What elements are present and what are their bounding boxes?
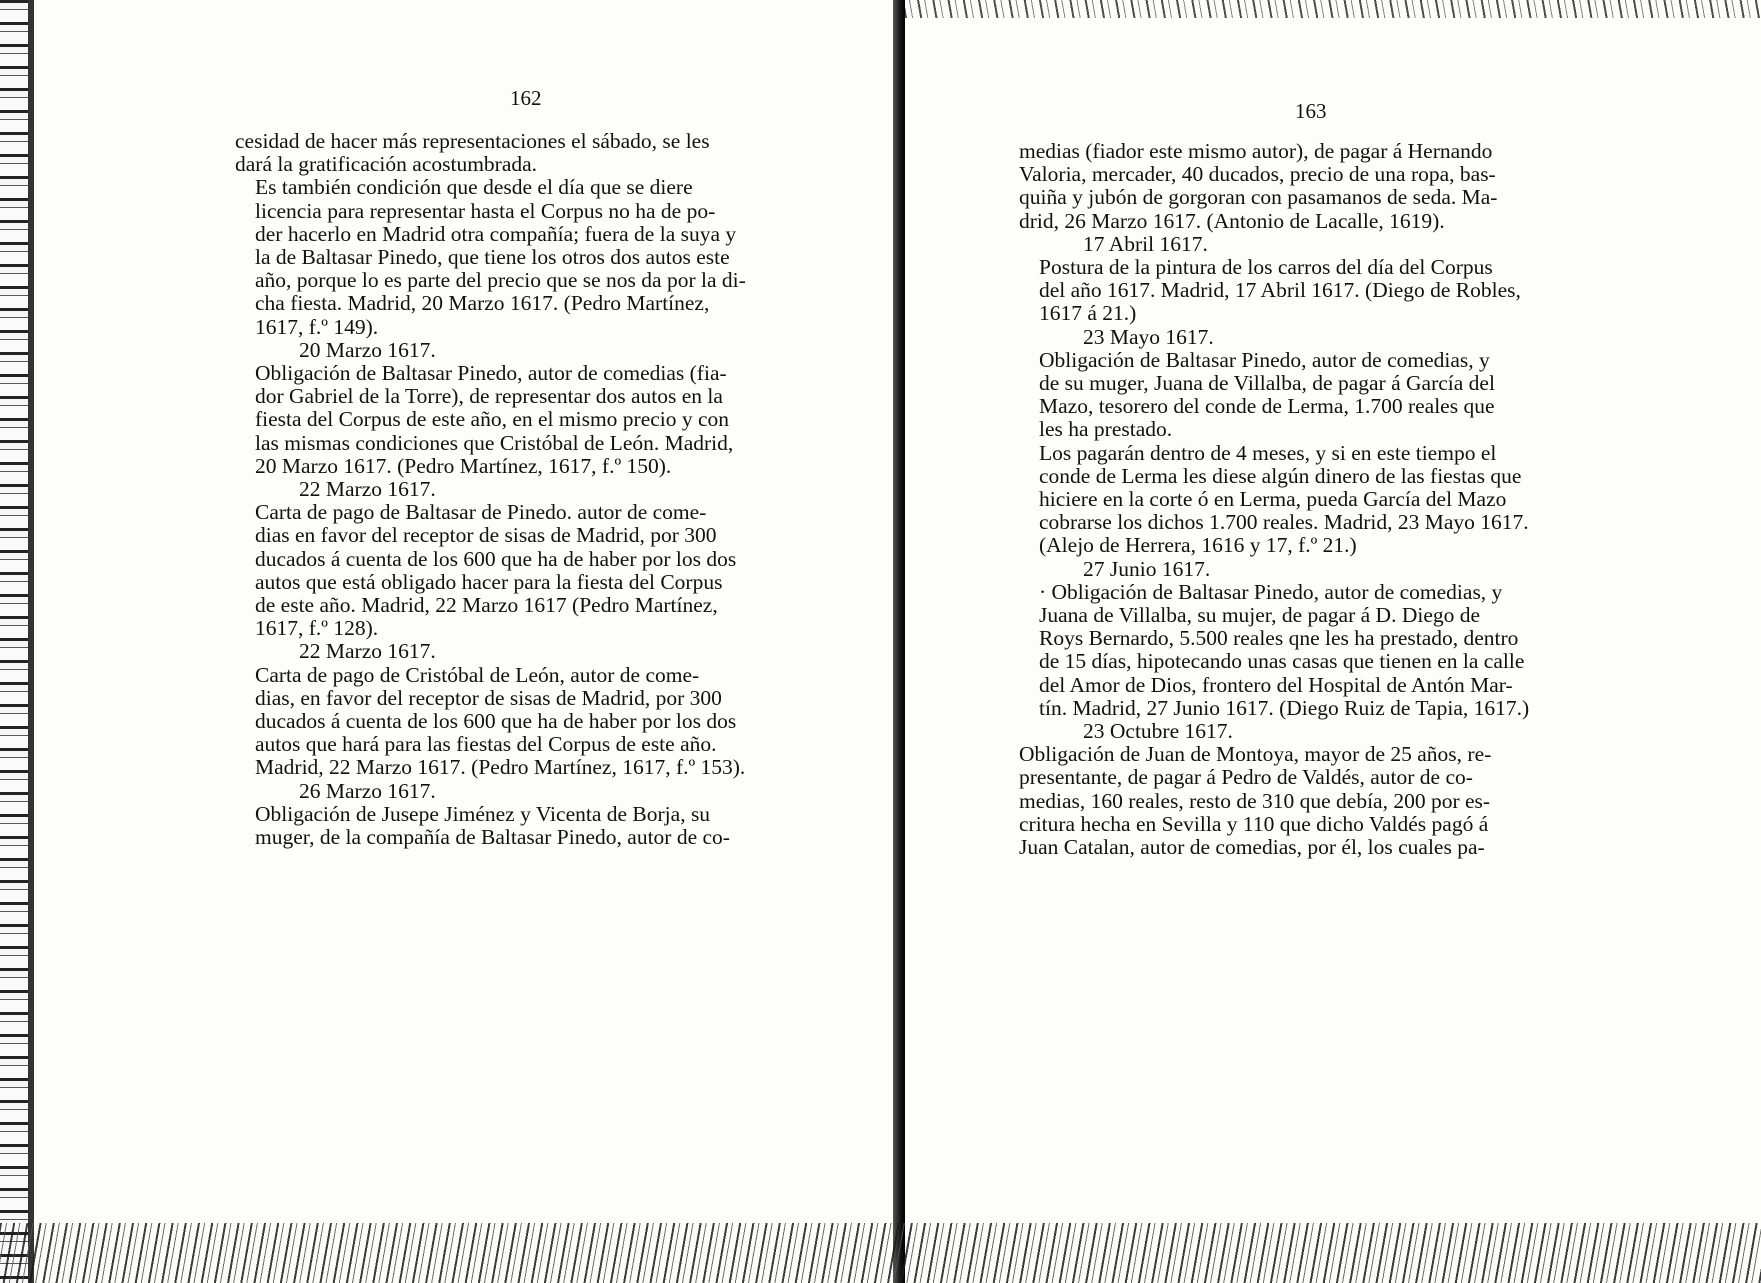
text-line: del Amor de Dios, frontero del Hospital de Antón Mar- xyxy=(1039,672,1513,697)
paragraph xyxy=(235,176,810,338)
text-line: fiesta del Corpus de este año, en el mismo precio y con xyxy=(255,407,730,432)
text-line: Juan Catalan, autor de comedias, por él, los cuales pa- xyxy=(1019,835,1485,860)
text-line: · Obligación de Baltasar Pinedo, autor de comedias, y xyxy=(1039,579,1503,604)
page-edge-shadow xyxy=(28,0,34,1283)
entry-date: 23 Mayo 1617. xyxy=(1083,324,1214,349)
paragraph xyxy=(235,130,810,176)
paragraph xyxy=(1019,140,1631,233)
page-number-right: 163 xyxy=(1295,99,1327,123)
text-line: Obligación de Jusepe Jiménez y Vicenta de Borja, su xyxy=(255,801,711,826)
text-line: muger, de la compañía de Baltasar Pinedo, autor de co- xyxy=(255,825,730,850)
page-number-left: 162 xyxy=(510,86,542,110)
text-line: licencia para representar hasta el Corpus no ha de po- xyxy=(255,198,716,223)
paragraph xyxy=(1019,581,1631,720)
paragraph xyxy=(235,362,810,478)
text-line: quiña y jubón de gorgoran con pasamanos de seda. Ma- xyxy=(1019,185,1498,210)
text-line: Juana de Villalba, su mujer, de pagar á D. Diego de xyxy=(1039,603,1481,628)
paragraph xyxy=(1019,349,1631,442)
text-line: ducados á cuenta de los 600 que ha de haber por los dos xyxy=(255,546,737,571)
scan-noise-top xyxy=(905,0,1761,18)
right-page-text xyxy=(1019,140,1631,859)
entry-date: 27 Junio 1617. xyxy=(1083,556,1211,581)
entry-date: 22 Marzo 1617. xyxy=(299,639,436,664)
text-line: medias (fiador este mismo autor), de pagar á Hernando xyxy=(1019,139,1493,163)
entry-date: 20 Marzo 1617. xyxy=(299,337,436,362)
page-edge-decoration xyxy=(0,0,28,1283)
paragraph xyxy=(1019,256,1631,326)
text-line: dias, en favor del receptor de sisas de Madrid, por 300 xyxy=(255,685,722,710)
text-line: las mismas condiciones que Cristóbal de León. Madrid, xyxy=(255,430,734,455)
text-line: cha fiesta. Madrid, 20 Marzo 1617. (Pedro Martínez, xyxy=(255,291,710,316)
text-line: Los pagarán dentro de 4 meses, y si en este tiempo el xyxy=(1039,440,1497,465)
text-line: Mazo, tesorero del conde de Lerma, 1.700 reales que xyxy=(1039,394,1495,419)
text-line: 1617 á 21.) xyxy=(1039,301,1137,326)
text-line: dará la gratificación acostumbrada. xyxy=(235,152,538,177)
paragraph xyxy=(1019,442,1631,558)
text-line: cesidad de hacer más representaciones el sábado, se les xyxy=(235,129,710,153)
text-line: medias, 160 reales, resto de 310 que debía, 200 por es- xyxy=(1019,788,1491,813)
text-line: Madrid, 22 Marzo 1617. (Pedro Martínez, 1617, f.º 153). xyxy=(255,755,746,780)
text-line: de su muger, Juana de Villalba, de pagar á García del xyxy=(1039,371,1495,396)
text-line: de este año. Madrid, 22 Marzo 1617 (Pedro Martínez, xyxy=(255,593,718,618)
text-line: de 15 días, hipotecando unas casas que tienen en la calle xyxy=(1039,649,1525,674)
text-line: dias en favor del receptor de sisas de Madrid, por 300 xyxy=(255,523,717,548)
text-line: la de Baltasar Pinedo, que tiene los otros dos autos este xyxy=(255,245,730,270)
text-line: autos que está obligado hacer para la fiesta del Corpus xyxy=(255,569,723,594)
paragraph xyxy=(1019,743,1631,859)
text-line: les ha prestado. xyxy=(1039,417,1173,442)
right-page xyxy=(905,0,1761,1283)
text-line: dor Gabriel de la Torre), de representar dos autos en la xyxy=(255,384,723,409)
paragraph xyxy=(235,664,810,780)
text-line: Roys Bernardo, 5.500 reales qne les ha prestado, dentro xyxy=(1039,626,1519,651)
text-line: Obligación de Baltasar Pinedo, autor de comedias (fia- xyxy=(255,361,727,386)
text-line: ducados á cuenta de los 600 que ha de haber por los dos xyxy=(255,709,737,734)
text-line: 1617, f.º 149). xyxy=(255,314,379,339)
text-line: critura hecha en Sevilla y 110 que dicho Valdés pagó á xyxy=(1019,811,1489,836)
text-line: año, porque lo es parte del precio que se nos da por la di- xyxy=(255,268,746,293)
text-line: 1617, f.º 128). xyxy=(255,616,379,641)
entry-date: 22 Marzo 1617. xyxy=(299,477,436,502)
text-line: Es también condición que desde el día que se diere xyxy=(255,175,693,200)
text-line: cobrarse los dichos 1.700 reales. Madrid, 23 Mayo 1617. xyxy=(1039,510,1529,535)
paragraph xyxy=(235,803,810,849)
text-line: del año 1617. Madrid, 17 Abril 1617. (Diego de Robles, xyxy=(1039,278,1521,303)
text-line: der hacerlo en Madrid otra compañía; fuera de la suya y xyxy=(255,221,737,246)
entry-date: 23 Octubre 1617. xyxy=(1083,719,1233,744)
text-line: Obligación de Juan de Montoya, mayor de 25 años, re- xyxy=(1019,742,1492,767)
text-line: autos que hará para las fiestas del Corpus de este año. xyxy=(255,732,717,757)
text-line: Obligación de Baltasar Pinedo, autor de comedias, y xyxy=(1039,347,1490,372)
text-line: presentante, de pagar á Pedro de Valdés, autor de co- xyxy=(1019,765,1473,790)
text-line: tín. Madrid, 27 Junio 1617. (Diego Ruiz de Tapia, 1617.) xyxy=(1039,695,1530,720)
text-line: Postura de la pintura de los carros del día del Corpus xyxy=(1039,255,1493,280)
text-line: drid, 26 Marzo 1617. (Antonio de Lacalle, 1619). xyxy=(1019,208,1445,233)
text-line: (Alejo de Herrera, 1616 y 17, f.º 21.) xyxy=(1039,533,1357,558)
text-line: Valoria, mercader, 40 ducados, precio de una ropa, bas- xyxy=(1019,162,1496,187)
text-line: Carta de pago de Baltasar de Pinedo. autor de come- xyxy=(255,500,707,525)
text-line: 20 Marzo 1617. (Pedro Martínez, 1617, f.º 150). xyxy=(255,453,672,478)
entry-date: 26 Marzo 1617. xyxy=(299,778,436,803)
text-line: conde de Lerma les diese algún dinero de las fiestas que xyxy=(1039,463,1522,488)
entry-date: 17 Abril 1617. xyxy=(1083,231,1208,256)
left-page-text xyxy=(235,130,810,849)
text-line: Carta de pago de Cristóbal de León, autor de come- xyxy=(255,662,700,687)
text-line: hiciere en la corte ó en Lerma, pueda García del Mazo xyxy=(1039,487,1507,512)
paragraph xyxy=(235,501,810,640)
scan-noise-bottom xyxy=(0,1223,1761,1283)
